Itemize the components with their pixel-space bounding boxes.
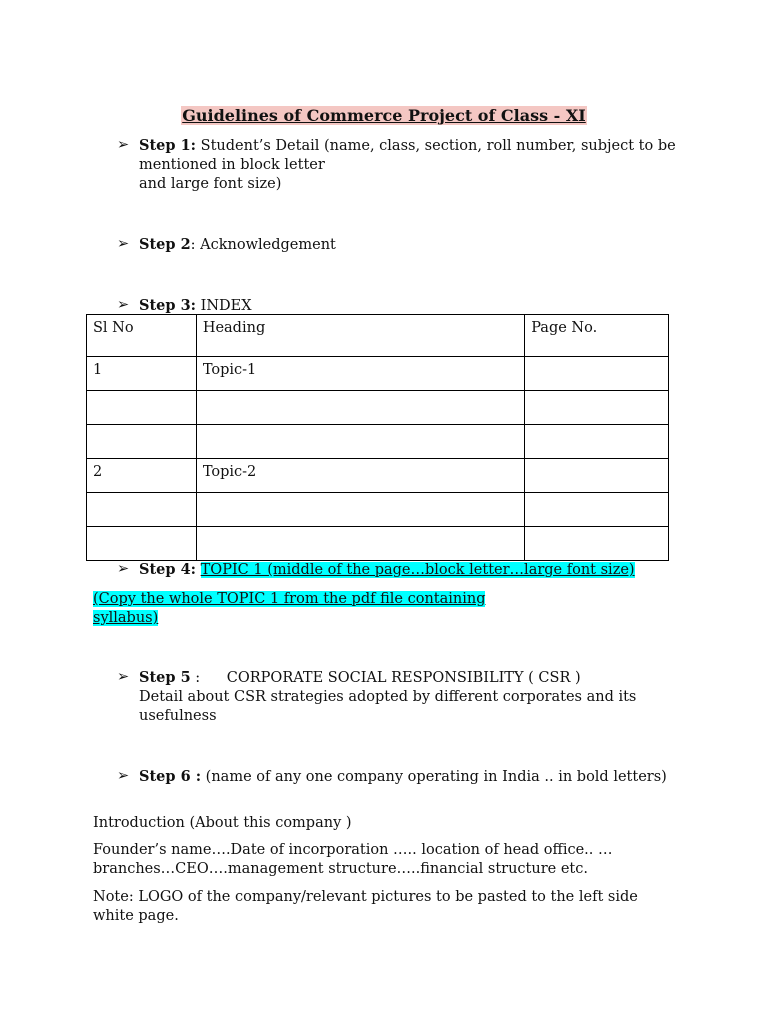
arrow-bullet-icon: ➢ (117, 137, 130, 153)
cell-page-no (525, 459, 669, 493)
step-2-label: Step 2 (139, 236, 191, 253)
cell-heading: Topic-2 (196, 459, 524, 493)
step-4-label: Step 4: (139, 561, 197, 578)
table-row (87, 493, 669, 527)
cell-page-no (525, 493, 669, 527)
step-1-text: Student’s Detail (name, class, section, roll number, subject to be mentioned in block letter (139, 138, 676, 173)
arrow-bullet-icon: ➢ (117, 768, 130, 784)
step-5-detail: Detail about CSR strategies adopted by different corporates and its usefulness (139, 689, 637, 724)
step-3-label: Step 3: (139, 297, 197, 314)
arrow-bullet-icon: ➢ (117, 669, 130, 685)
cell-page-no (525, 391, 669, 425)
arrow-bullet-icon: ➢ (117, 236, 130, 252)
table-header-row (87, 315, 669, 357)
note-paragraph: Note: LOGO of the company/relevant pictures to be pasted to the left side white page. (93, 889, 638, 924)
table-row (87, 391, 669, 425)
cell-page-no (525, 425, 669, 459)
step-5-body (139, 668, 679, 726)
step-5-sep: : (190, 670, 201, 686)
step-1-body (139, 136, 679, 194)
table-row (87, 527, 669, 561)
cell-page-no (525, 357, 669, 391)
step-2-body (139, 235, 679, 255)
step-6-text: (name of any one company operating in India .. in bold letters) (201, 769, 667, 785)
step-4-highlight: TOPIC 1 (middle of the page…block letter…large font size) (200, 562, 635, 578)
step-4-body (139, 560, 679, 580)
header-page-no: Page No. (525, 315, 669, 357)
table-row (87, 357, 669, 391)
cell-sl-no (87, 493, 197, 527)
step-6 (117, 767, 677, 786)
copy-note-line-1: (Copy the whole TOPIC 1 from the pdf file containing (93, 591, 486, 607)
step-2 (117, 235, 677, 254)
document-title (0, 106, 768, 125)
step-3-body (139, 296, 679, 316)
step-5 (117, 668, 677, 724)
founder-paragraph: Founder’s name….Date of incorporation ….. location of head office.. … branches…CEO….management structure…..financial structure etc. (93, 842, 613, 877)
step-1-text-2: and large font size) (139, 176, 282, 192)
step-1 (117, 136, 677, 192)
cell-heading: Topic-1 (196, 357, 524, 391)
header-heading: Heading (196, 315, 524, 357)
arrow-bullet-icon: ➢ (117, 561, 130, 577)
copy-note-line-2: syllabus) (93, 610, 159, 626)
step-1-label: Step 1: (139, 137, 197, 154)
index-table (86, 314, 669, 561)
cell-sl-no: 2 (87, 459, 197, 493)
step-5-label: Step 5 (139, 669, 191, 686)
cell-heading (196, 527, 524, 561)
step-3-text: INDEX (196, 298, 252, 314)
cell-heading (196, 391, 524, 425)
title-text: Guidelines of Commerce Project of Class - XI (182, 106, 586, 125)
step-4 (117, 560, 677, 579)
cell-sl-no (87, 391, 197, 425)
step-6-body (139, 767, 679, 787)
step-2-text: : Acknowledgement (190, 237, 336, 253)
cell-heading (196, 425, 524, 459)
arrow-bullet-icon: ➢ (117, 297, 130, 313)
header-sl-no: Sl No (87, 315, 197, 357)
table-row (87, 425, 669, 459)
step-6-label: Step 6 : (139, 768, 202, 785)
intro-paragraph: Introduction (About this company ) (93, 815, 352, 831)
step-5-heading: CORPORATE SOCIAL RESPONSIBILITY ( CSR ) (226, 670, 581, 686)
cell-sl-no: 1 (87, 357, 197, 391)
table-row (87, 459, 669, 493)
cell-sl-no (87, 527, 197, 561)
copy-note (93, 590, 683, 628)
cell-page-no (525, 527, 669, 561)
cell-sl-no (87, 425, 197, 459)
cell-heading (196, 493, 524, 527)
step-3 (117, 296, 677, 315)
